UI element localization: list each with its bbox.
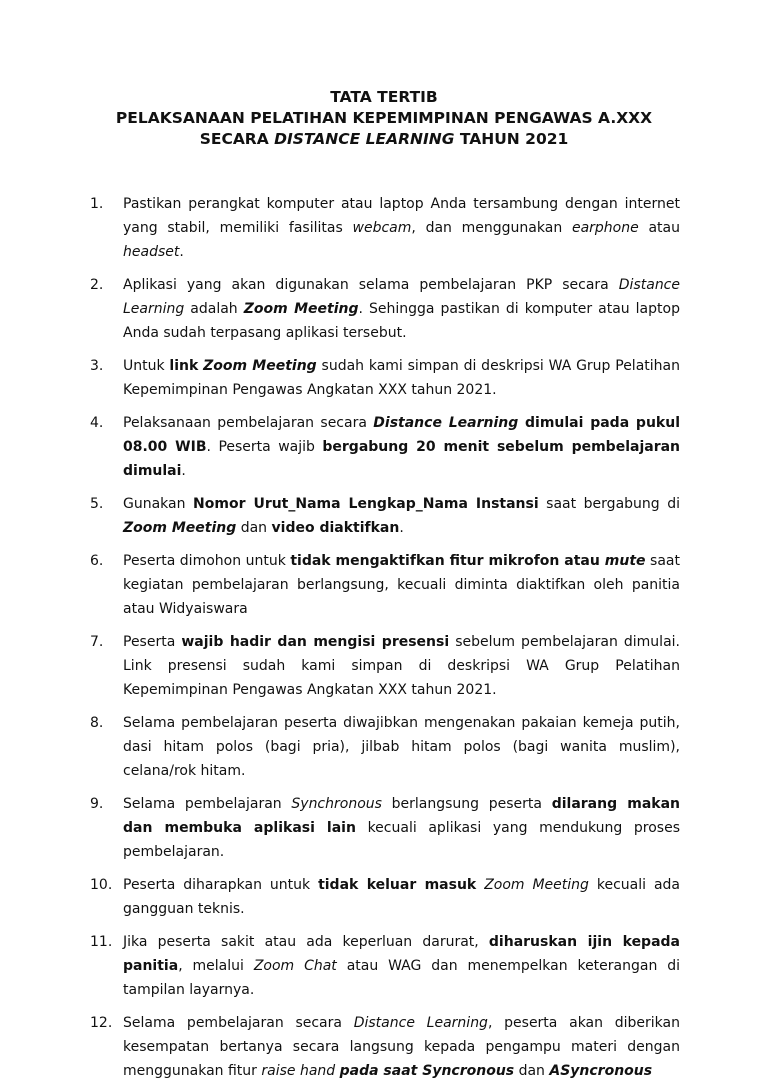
rule-text-segment: , dan menggunakan (411, 220, 572, 236)
rule-text-segment: sebelum pembelajaran dimulai. Link presensi sudah kami simpan di deskripsi WA Grup Pelatihan Kepemimpinan Pengawas Angkatan XXX tahun 2021. (123, 634, 680, 698)
rule-text (123, 415, 680, 479)
rule-text-segment: sudah kami simpan di deskripsi WA Grup Pelatihan Kepemimpinan Pengawas Angkatan XXX tahun 2021. (123, 358, 680, 398)
rule-text-segment: berlangsung peserta (381, 796, 552, 812)
rule-text (123, 553, 680, 617)
rule-text-segment: . Peserta wajib (206, 439, 323, 455)
rule-item (90, 549, 680, 621)
rule-text-segment (476, 877, 484, 893)
document-header (0, 87, 768, 150)
rule-number: 7. (90, 634, 104, 650)
rule-text-segment: Distance Learning (373, 415, 519, 431)
rule-text-segment: Peserta dimohon untuk (123, 553, 291, 569)
rule-text-segment: Zoom Meeting (484, 877, 589, 893)
rule-text-segment: Distance Learning (123, 277, 680, 317)
rule-text-segment: Selama pembelajaran secara (123, 1015, 354, 1031)
rule-text-segment: , melalui (178, 958, 254, 974)
header-subtitle: PELAKSANAAN PELATIHAN KEPEMIMPINAN PENGAWAS A.XXX (115, 109, 653, 127)
rule-item (90, 1011, 680, 1083)
rule-number: 9. (90, 796, 104, 812)
rule-text (123, 196, 680, 260)
rule-text-segment: Zoom Meeting (203, 358, 317, 374)
rule-text-segment: Peserta (123, 634, 182, 650)
rule-number: 10. (90, 877, 113, 893)
rule-text-segment: . Sehingga pastikan di komputer atau laptop Anda sudah terpasang aplikasi tersebut. (123, 301, 680, 341)
rule-text-segment: saat kegiatan pembelajaran berlangsung, kecuali diminta diaktifkan oleh panitia atau Widyaiswara (123, 553, 680, 617)
rule-text (123, 715, 680, 779)
rule-text-segment: Selama pembelajaran (123, 796, 292, 812)
rule-text-segment: saat bergabung di (538, 496, 680, 512)
rule-text (123, 934, 680, 998)
rule-item (90, 492, 680, 540)
rule-text (123, 796, 680, 860)
rule-number: 6. (90, 553, 104, 569)
rule-text-segment: Zoom Meeting (243, 301, 359, 317)
rule-text-segment: webcam (352, 220, 412, 236)
rule-text-segment: dimulai pada pukul 08.00 WIB (123, 415, 680, 455)
rule-item (90, 711, 680, 783)
rule-text-segment: . (399, 520, 404, 536)
header-line3-post: TAHUN 2021 (454, 130, 569, 148)
header-subtitle-line3 (0, 129, 768, 150)
rule-text-segment: Gunakan (123, 496, 194, 512)
rule-text-segment: mute (604, 553, 646, 569)
rule-text-segment: adalah (184, 301, 244, 317)
rule-text-segment: atau (638, 220, 680, 236)
rule-text-segment: video diaktifkan (271, 520, 400, 536)
rule-text-segment: tidak keluar masuk (318, 877, 477, 893)
rule-text-segment: Nomor Urut_Nama Lengkap_Nama Instansi (193, 496, 539, 512)
rule-text-segment: Pelaksanaan pembelajaran secara (123, 415, 374, 431)
rule-text-segment: Zoom Chat (253, 958, 337, 974)
rule-number: 2. (90, 277, 104, 293)
rule-text-segment: dilarang makan dan membuka aplikasi lain (123, 796, 680, 836)
rule-text-segment: Jika peserta sakit atau ada keperluan darurat, (123, 934, 489, 950)
rule-item (90, 354, 680, 402)
rule-text (123, 634, 680, 698)
rule-text-segment: pada saat Syncronous (339, 1063, 515, 1079)
rule-item (90, 873, 680, 921)
rule-item (90, 411, 680, 483)
rule-item (90, 192, 680, 264)
rule-text-segment: earphone (571, 220, 639, 236)
rule-text-segment: kecuali aplikasi yang mendukung proses pembelajaran. (123, 820, 680, 860)
rule-text-segment: ASyncronous (549, 1063, 653, 1079)
rule-text-segment: Selama pembelajaran peserta diwajibkan mengenakan pakaian kemeja putih, dasi hitam polos (bagi pria), jilbab hitam polos (bagi wanita muslim), celana/rok hitam. (123, 715, 680, 779)
rule-text-segment: Synchronous (291, 796, 382, 812)
rule-number: 12. (90, 1015, 113, 1031)
rule-text-segment: Aplikasi yang akan digunakan selama pembelajaran PKP secara (123, 277, 619, 293)
rule-text-segment: diharuskan ijin kepada panitia (123, 934, 680, 974)
rule-number: 4. (90, 415, 104, 431)
rule-item (90, 930, 680, 1002)
rule-text-segment: atau WAG dan menempelkan keterangan di tampilan layarnya. (123, 958, 681, 998)
rule-number: 3. (90, 358, 104, 374)
rule-text (123, 877, 680, 917)
rule-number: 5. (90, 496, 104, 512)
rule-number: 11. (90, 934, 113, 950)
header-line3-pre: SECARA (199, 130, 275, 148)
rule-text-segment: wajib hadir dan mengisi presensi (181, 634, 450, 650)
rule-text-segment: Pastikan perangkat komputer atau laptop Anda tersambung dengan internet yang stabil, memiliki fasilitas (123, 196, 680, 236)
rule-text-segment: . (181, 463, 186, 479)
rule-number: 1. (90, 196, 104, 212)
rule-text-segment: Zoom Meeting (123, 520, 237, 536)
rule-text-segment: bergabung 20 menit sebelum pembelajaran dimulai (123, 439, 681, 479)
rule-text (123, 496, 680, 536)
rule-text (123, 277, 680, 341)
header-line3-italic: DISTANCE LEARNING (274, 130, 455, 148)
rules-list (90, 192, 680, 1092)
rule-text-segment: , peserta akan diberikan kesempatan bertanya secara langsung kepada pengampu materi dengan menggunakan fitur (123, 1015, 680, 1079)
rule-text-segment: tidak mengaktifkan fitur mikrofon atau (290, 553, 605, 569)
rule-text-segment: headset (123, 244, 180, 260)
rule-item (90, 630, 680, 702)
rule-text-segment: dan (236, 520, 272, 536)
rule-text-segment: dan (514, 1063, 550, 1079)
rule-text-segment: Untuk (123, 358, 170, 374)
rule-text-segment: . (179, 244, 184, 260)
rule-number: 8. (90, 715, 104, 731)
rule-text (123, 358, 680, 398)
header-title: TATA TERTIB (330, 88, 438, 106)
rule-text-segment: Peserta diharapkan untuk (123, 877, 319, 893)
rule-item (90, 273, 680, 345)
rule-text-segment: Distance Learning (353, 1015, 488, 1031)
rule-text-segment: link (169, 358, 199, 374)
rule-text-segment: kecuali ada gangguan teknis. (123, 877, 680, 917)
rule-text-segment: raise hand (261, 1063, 336, 1079)
rule-item (90, 792, 680, 864)
rule-text (123, 1015, 680, 1079)
